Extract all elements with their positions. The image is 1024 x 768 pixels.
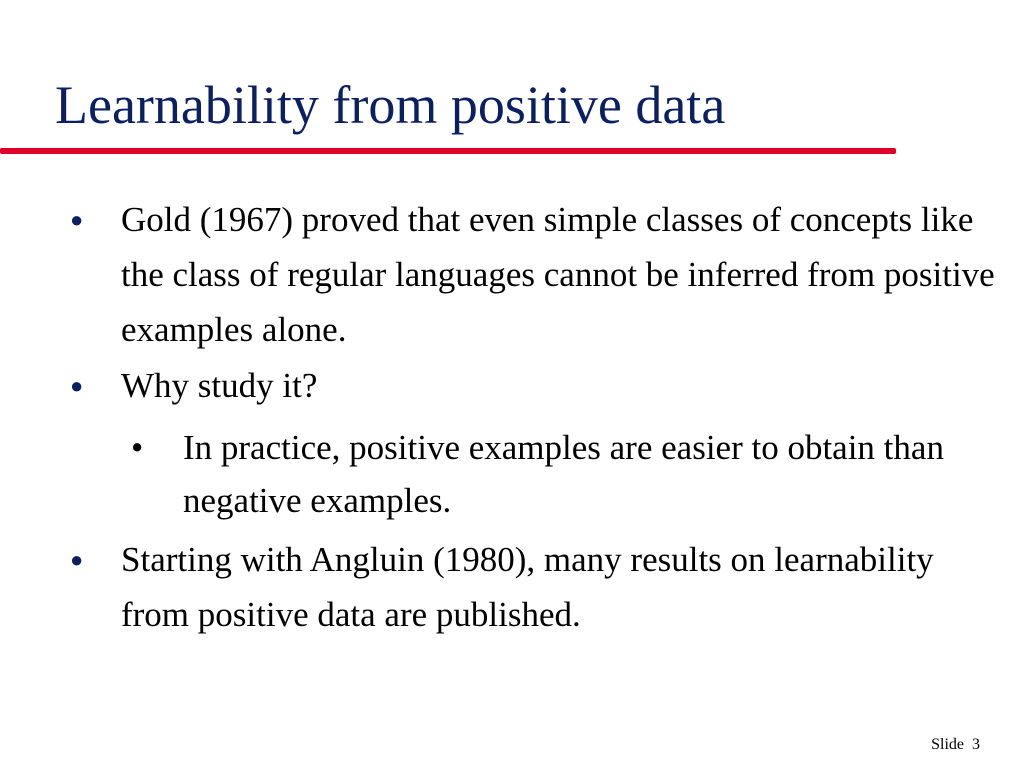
sub-bullet-item [131, 421, 983, 527]
bullet-item [70, 358, 1001, 413]
slide-number: 3 [972, 736, 980, 753]
slide-footer [931, 736, 980, 754]
sub-bullet-text: In practice, positive examples are easier to obtain than negative examples. [183, 428, 944, 520]
title-underline [0, 148, 896, 154]
bullet-text: Why study it? [121, 366, 318, 405]
bullet-dot-icon: ● [70, 547, 84, 572]
bullet-item [70, 532, 1001, 642]
bullet-item [70, 192, 1001, 357]
sub-bullet-dot-icon: • [131, 428, 144, 467]
bullet-text: Gold (1967) proved that even simple classes of concepts like the class of regular languages cannot be inferred from positive examples alone. [121, 200, 995, 349]
slide-title: Learnability from positive data [55, 75, 726, 135]
bullet-dot-icon: ● [70, 373, 84, 398]
footer-label: Slide [931, 736, 964, 753]
bullet-dot-icon: ● [70, 207, 84, 232]
bullet-text: Starting with Angluin (1980), many results on learnability from positive data are published. [121, 540, 934, 634]
